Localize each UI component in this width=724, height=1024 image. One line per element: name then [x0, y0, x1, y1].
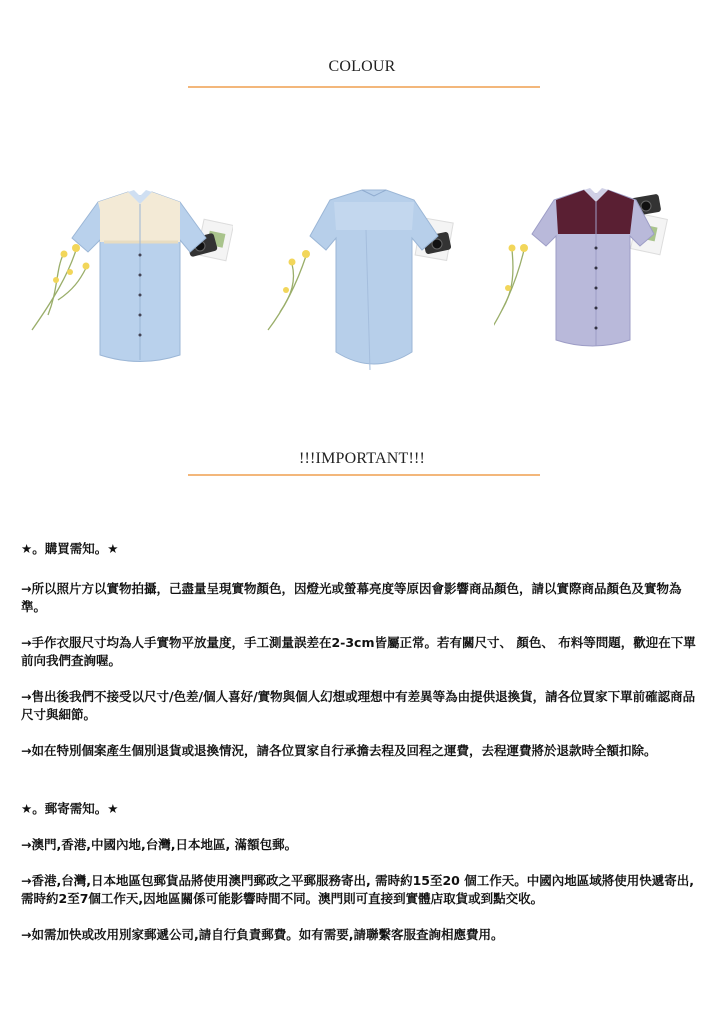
product-photo-back: [262, 180, 467, 380]
purchase-notice-item: →所以照片方以實物拍攝，己盡量呈現實物顏色，因燈光或螢幕亮度等原因會影響商品顏色，請以實際商品顏色及實物為準。: [21, 581, 682, 614]
product-photo-front-cream: [28, 180, 233, 380]
shipping-notice-heading: ★。郵寄需知。★: [21, 801, 119, 816]
shirt-front: [72, 190, 206, 362]
colour-divider: [188, 86, 540, 88]
purchase-notice: [21, 540, 705, 760]
purchase-notice-heading: ★。購買需知。★: [21, 541, 119, 556]
flower-decoration: [268, 256, 306, 330]
purchase-notice-item: →如在特別個案產生個別退貨或退換情況，請各位買家自行承擔去程及回程之運費，去程運費將於退款時全額扣除。: [21, 743, 657, 758]
shipping-notice-item: →香港,台灣,日本地區包郵貨品將使用澳門郵政之平郵服務寄出, 需時約15至20 個工作天。中國內地區域將使用快遞寄出,需時約2至7個工作天,因地區關係可能影響時間不同。澳門則可直接到實體店取貨或到點交收。: [21, 873, 694, 906]
important-divider: [188, 474, 540, 476]
flower-decoration: [32, 250, 86, 330]
product-photo-front-plum: [494, 180, 699, 380]
purchase-notice-item: →手作衣服尺寸均為人手實物平放量度，手工測量誤差在2-3cm皆屬正常。若有關尺寸、 顏色、 布料等問題，歡迎在下單前向我們查詢喔。: [21, 635, 696, 668]
shipping-notice-item: →如需加快或改用別家郵遞公司,請自行負責郵費。如有需要,請聯繫客服查詢相應費用。: [21, 927, 504, 942]
shirt-back: [310, 190, 438, 370]
shipping-notice-item: →澳門,香港,中國內地,台灣,日本地區, 滿額包郵。: [21, 837, 298, 852]
purchase-notice-item: →售出後我們不接受以尺寸/色差/個人喜好/實物與個人幻想或理想中有差異等為由提供退換貨，請各位買家下單前確認商品尺寸與細節。: [21, 689, 696, 722]
shipping-notice: [21, 800, 705, 944]
shirt-front: [532, 188, 654, 346]
important-title: !!!IMPORTANT!!!: [298, 450, 426, 467]
colour-title: COLOUR: [328, 58, 396, 75]
